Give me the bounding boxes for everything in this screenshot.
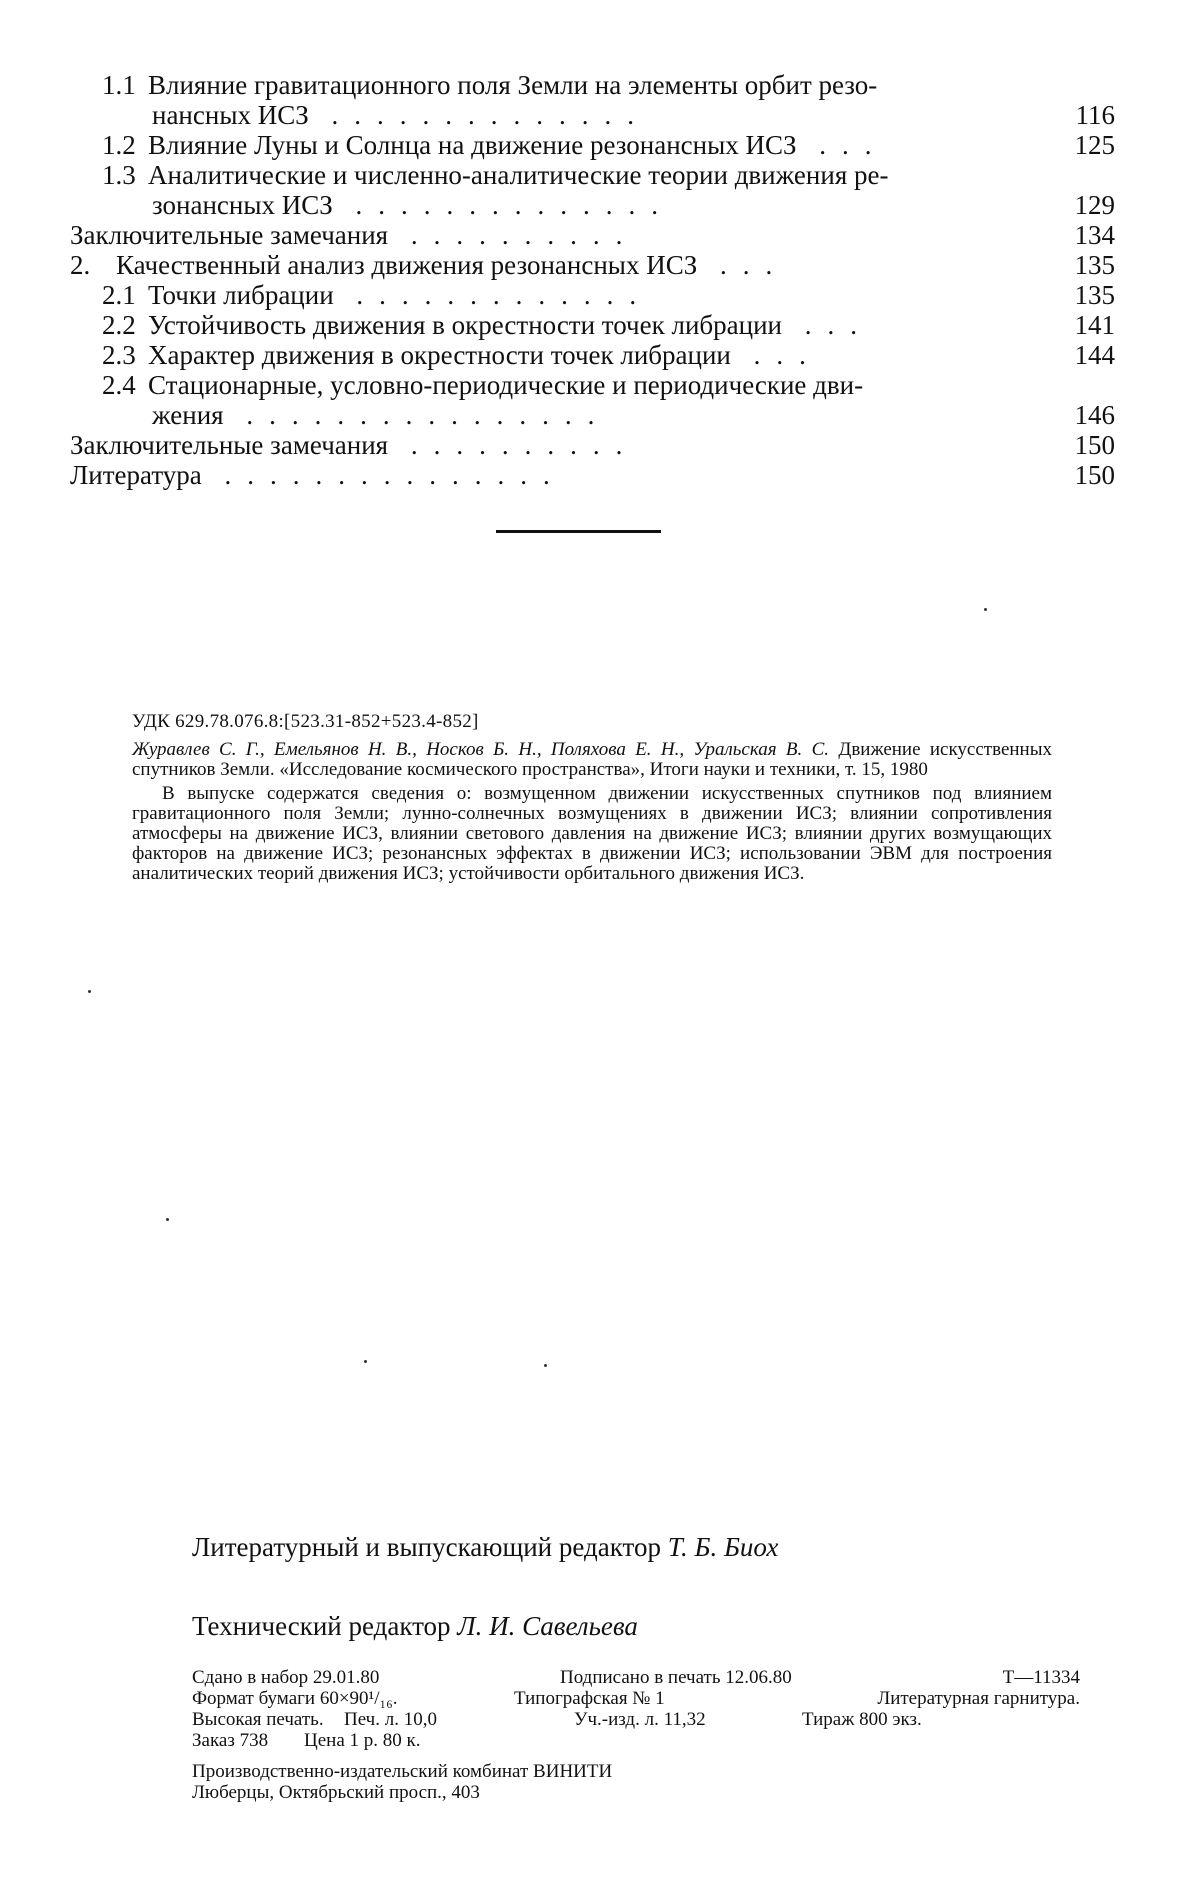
toc-entry-line: [102, 340, 1115, 370]
leader-dots: .............: [333, 280, 653, 310]
toc-page-number: 125: [1074, 130, 1115, 160]
toc-entry-line: [102, 370, 1115, 400]
paper-type: Типографская № 1: [514, 1688, 665, 1709]
print-speck: [984, 608, 987, 611]
leader-dots: ...: [796, 130, 888, 160]
toc-entry-title: Точки либрации: [148, 280, 334, 310]
literary-editor-name: Т. Б. Биох: [667, 1532, 779, 1562]
imprint-row: [192, 1782, 1080, 1803]
toc-entry-title: Заключительные замечания: [70, 430, 389, 460]
toc-page-number: 144: [1074, 340, 1115, 370]
separator-rule: [496, 530, 661, 533]
toc-entry-title: жения: [152, 400, 224, 430]
imprint-row: [192, 1667, 1080, 1688]
toc-entry-line: [70, 460, 1115, 490]
technical-editor-label: Технический редактор: [192, 1611, 451, 1641]
toc-entry: [70, 250, 1115, 280]
literary-editor-label: Литературный и выпускающий редактор: [192, 1532, 661, 1562]
authors: Журавлев С. Г., Емельянов Н. В., Носков Б. Н., Поляхова Е. Н., Уральская В. С.: [132, 739, 830, 760]
imprint-row: [192, 1688, 1080, 1709]
toc-entry: [70, 220, 1115, 250]
imprint-row: [192, 1709, 1080, 1730]
annotation: В выпуске содержатся сведения о: возмущенном движении искусственных спутников под влиянием гравитационного поля Земли; лунно-солнечных возмущениях в движении ИСЗ; влиянии сопротивления атмосферы на движение ИСЗ, влиянии светового давления на движение ИСЗ; влиянии других возмущающих факторов на движение ИСЗ; резонансных эффектах в движении ИСЗ; использовании ЭВМ для построения аналитических теорий движения ИСЗ; устойчивости орбитального движения ИСЗ.: [132, 783, 1052, 884]
toc-entry: [70, 130, 1115, 160]
toc-entry-title: Стационарные, условно-периодические и периодические дви-: [148, 370, 864, 400]
toc-entry-line: [102, 190, 1115, 220]
abstract-block: [132, 712, 1052, 884]
technical-editor-name: Л. И. Савельева: [457, 1611, 638, 1641]
toc-entry-number: 2.3: [102, 340, 136, 370]
toc-page-number: 129: [1074, 190, 1115, 220]
reference-text: Движение искусственных спутников Земли. «Исследование космического пространства», Итоги науки и техники, т. 15, 1980: [132, 739, 1052, 780]
toc-entry-line: [102, 100, 1115, 130]
toc-entry-title: зонансных ИСЗ: [152, 190, 333, 220]
toc-entry-title: Влияние Луны и Солнца на движение резонансных ИСЗ: [148, 130, 797, 160]
publisher: Производственно-издательский комбинат ВИНИТИ: [192, 1761, 613, 1782]
toc-entry: [70, 370, 1115, 430]
toc-entry-number: 1.2: [102, 130, 136, 160]
signed-date: Подписано в печать 12.06.80: [560, 1667, 792, 1688]
toc-entry-title: Литература: [70, 460, 202, 490]
toc-entry-title: Аналитические и численно-аналитические теории движения ре-: [148, 160, 889, 190]
toc-entry-number: 2.1: [102, 280, 136, 310]
toc-entry-line: [102, 310, 1115, 340]
toc-entry-number: 2.: [70, 250, 91, 280]
udk-code: УДК 629.78.076.8:[523.31-852+523.4-852]: [132, 711, 479, 732]
leader-dots: ..............: [308, 100, 650, 130]
leader-dots: ...: [781, 310, 873, 340]
order-code: Т—11334: [1002, 1667, 1080, 1688]
imprint-block: [192, 1667, 1080, 1803]
typeface: Литературная гарнитура.: [877, 1688, 1080, 1709]
print-run: Тираж 800 экз.: [802, 1709, 922, 1730]
editors-block: [192, 1532, 1092, 1642]
imprint-row: [192, 1761, 1080, 1782]
toc-entry-title: нансных ИСЗ: [152, 100, 309, 130]
technical-editor-line: [192, 1611, 1092, 1642]
toc-page-number: 150: [1074, 430, 1115, 460]
toc-page-number: 146: [1074, 400, 1115, 430]
print-speck: [364, 1360, 367, 1363]
price: Цена 1 р. 80 к.: [304, 1730, 421, 1751]
leader-dots: ..........: [388, 430, 639, 460]
toc-entry: [70, 310, 1115, 340]
toc-entry-title: Влияние гравитационного поля Земли на элементы орбит резо-: [148, 70, 878, 100]
toc-entry: [70, 70, 1115, 130]
leader-dots: ...: [697, 250, 789, 280]
toc-page-number: 150: [1074, 460, 1115, 490]
print-speck: [166, 1218, 169, 1221]
toc-entry-title: Характер движения в окрестности точек либрации: [148, 340, 731, 370]
toc-entry-line: [102, 160, 1115, 190]
toc-entry-line: [70, 220, 1115, 250]
submitted-date: Сдано в набор 29.01.80: [192, 1667, 380, 1688]
publisher-address: Люберцы, Октябрьский просп., 403: [192, 1782, 480, 1803]
toc-entry-line: [70, 430, 1115, 460]
leader-dots: ...............: [201, 460, 566, 490]
toc-page-number: 134: [1074, 220, 1115, 250]
bibliographic-reference: [132, 740, 1052, 780]
toc-entry-title: Заключительные замечания: [70, 220, 389, 250]
leader-dots: ................: [223, 400, 611, 430]
toc-entry: [70, 160, 1115, 220]
imprint-row: [192, 1730, 1080, 1751]
table-of-contents: [70, 70, 1115, 490]
toc-entry-line: [102, 280, 1115, 310]
toc-entry: [70, 340, 1115, 370]
printed-sheets: Печ. л. 10,0: [344, 1709, 437, 1730]
toc-entry-number: 2.4: [102, 370, 136, 400]
toc-page-number: 135: [1074, 250, 1115, 280]
leader-dots: ..............: [332, 190, 674, 220]
paper-format: Формат бумаги 60×90¹/₁₆.: [192, 1688, 398, 1709]
toc-entry-number: 1.3: [102, 160, 136, 190]
literary-editor-line: [192, 1532, 1092, 1563]
print-speck: [88, 990, 91, 993]
leader-dots: ...: [730, 340, 822, 370]
toc-entry-line: [102, 130, 1115, 160]
toc-entry-title: Устойчивость движения в окрестности точек либрации: [148, 310, 782, 340]
toc-entry: [70, 460, 1115, 490]
print-speck: [544, 1364, 547, 1367]
toc-page-number: 116: [1075, 100, 1115, 130]
toc-entry-line: [102, 400, 1115, 430]
toc-entry-line: [102, 70, 1115, 100]
leader-dots: ..........: [388, 220, 639, 250]
toc-page-number: 141: [1074, 310, 1115, 340]
toc-entry-line: [70, 250, 1115, 280]
toc-entry-number: 2.2: [102, 310, 136, 340]
publisher-sheets: Уч.-изд. л. 11,32: [574, 1709, 706, 1730]
order-number: Заказ 738: [192, 1730, 269, 1751]
toc-page-number: 135: [1074, 280, 1115, 310]
toc-entry: [70, 430, 1115, 460]
toc-entry-title: Качественный анализ движения резонансных ИСЗ: [116, 250, 698, 280]
print-method: Высокая печать.: [192, 1709, 324, 1730]
toc-entry-number: 1.1: [102, 70, 136, 100]
toc-entry: [70, 280, 1115, 310]
